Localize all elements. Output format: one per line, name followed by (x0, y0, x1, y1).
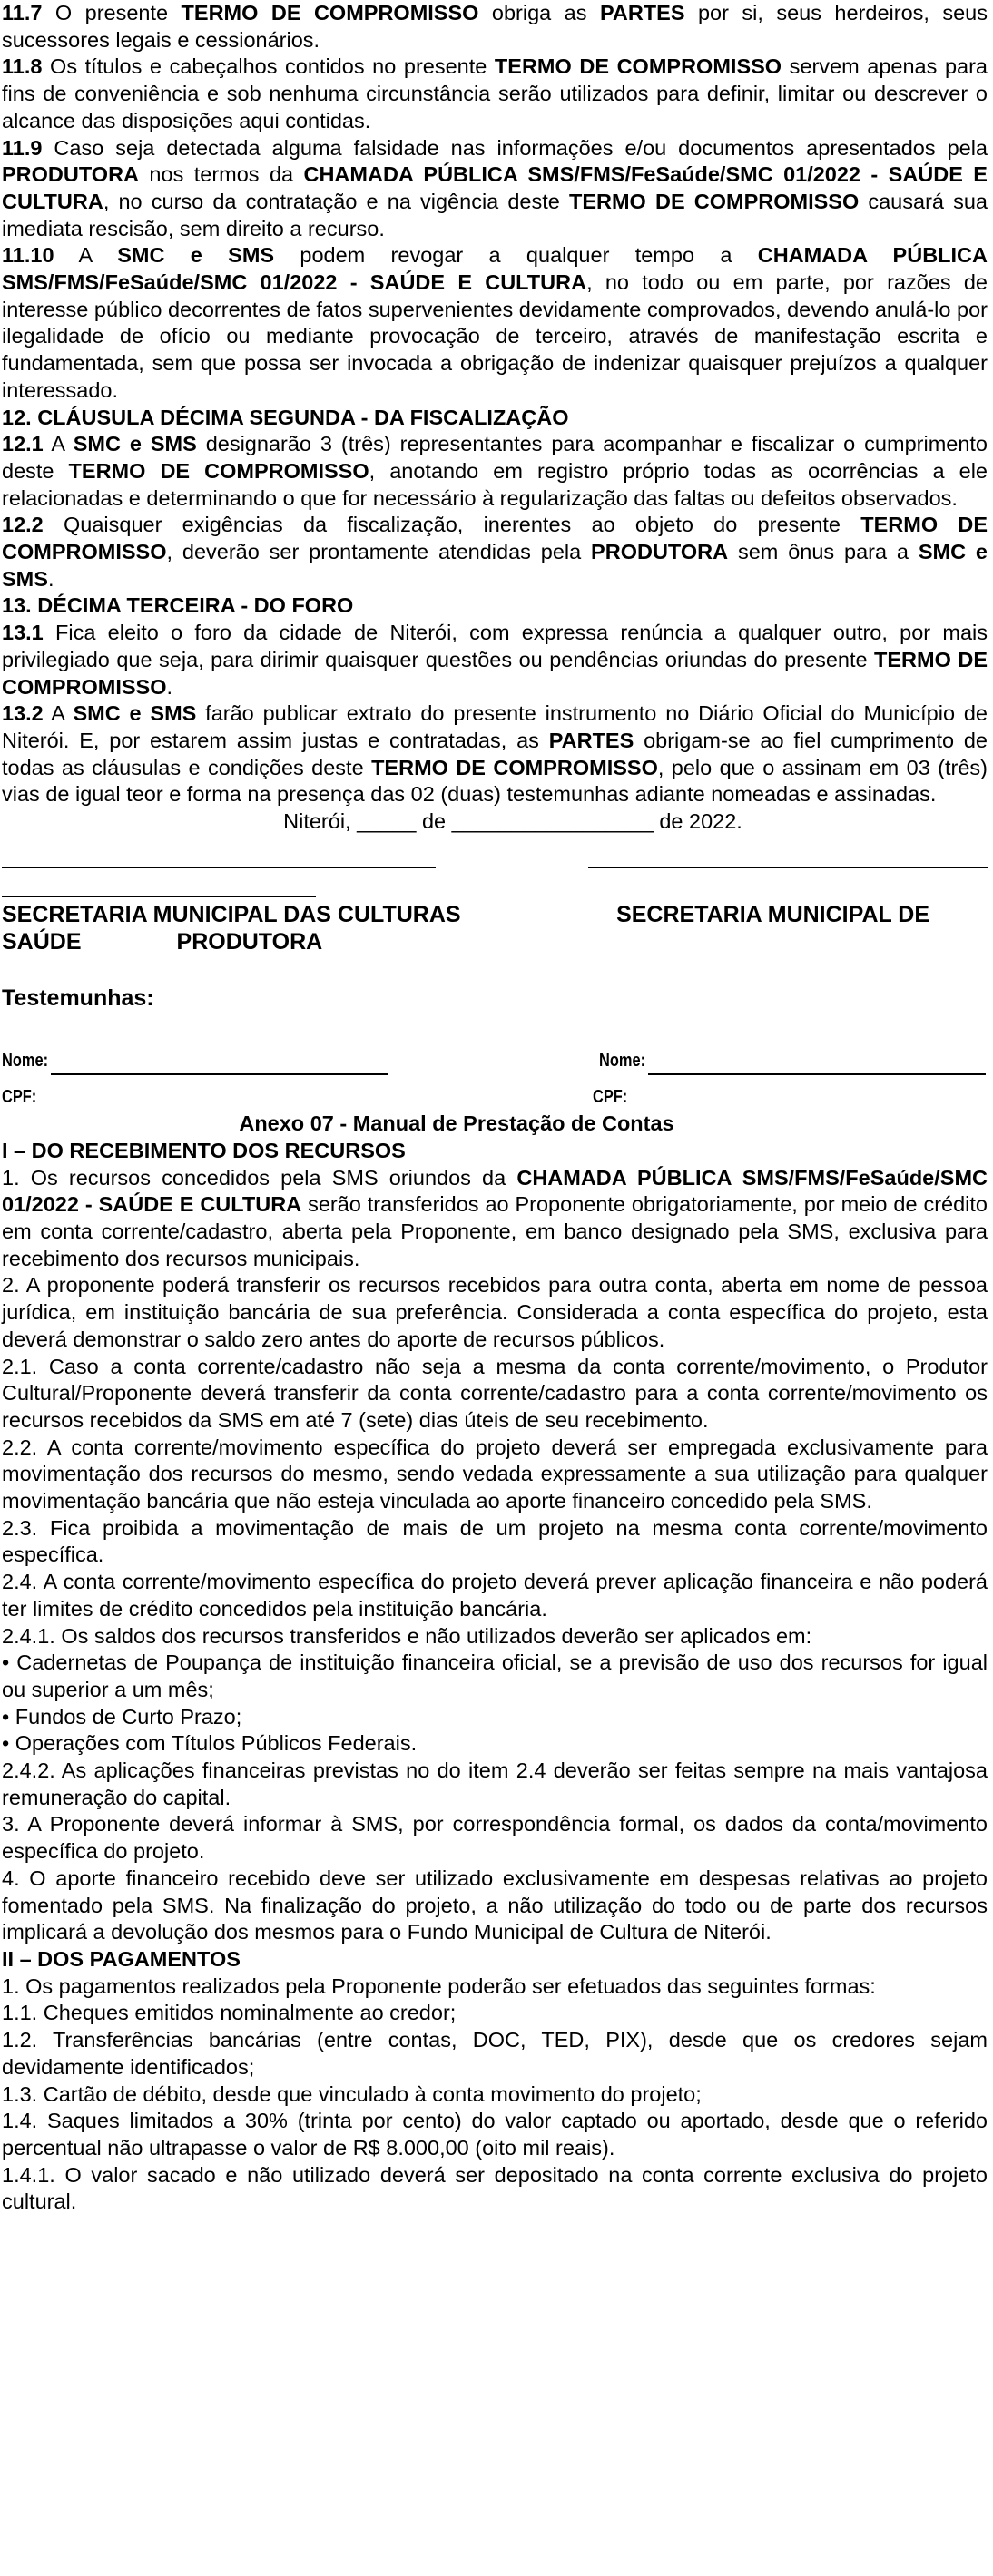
text-segment: • Operações com Títulos Públicos Federais. (2, 1731, 418, 1756)
text-segment: 11.10 (2, 243, 54, 268)
text-segment: 2.4.2. As aplicações financeiras previstas no do item 2.4 deverão ser feitas sempre na mais vantajosa remuneração do capital. (2, 1758, 988, 1809)
text-segment: 13.2 (2, 701, 44, 726)
text-segment: , pelo que o assinam em 03 (três) vias de igual teor e forma na presença das 02 (duas) testemunhas adiante nomeadas e assinadas. (2, 755, 988, 807)
signature-lines (2, 841, 988, 868)
text-segment: PARTES (599, 1, 685, 24)
text-segment: • Fundos de Curto Prazo; (2, 1704, 242, 1729)
text-segment: 2.2. A conta corrente/movimento específica do projeto deverá ser empregada exclusivamente para movimentação dos recursos do mesmo, sendo vedada expressamente a sua utilização para qualquer movimentação bancária que não esteja vinculada ao aporte financeiro concedido pela SMS. (2, 1435, 988, 1513)
section-1-title: I – DO RECEBIMENTO DOS RECURSOS (2, 1138, 406, 1162)
text-segment: Os títulos e cabeçalhos contidos no presente (42, 54, 495, 79)
text-segment: , no curso da contratação e na vigência deste (103, 189, 569, 213)
text-segment: A (54, 243, 118, 268)
text-segment: CHAMADA PÚBLICA SMS/FMS/FeSaúde/SMC 01/2022 - SAÚDE E CULTURA (2, 162, 988, 213)
signatory-right-line2: PRODUTORA (176, 928, 323, 955)
witness-2-cpf-label: CPF: (593, 1086, 628, 1107)
text-segment: 12.2 (2, 513, 44, 537)
text-segment: 11.9 (2, 135, 43, 160)
text-segment: TERMO DE COMPROMISSO (568, 189, 860, 213)
signature-line-extra (2, 896, 316, 897)
text-segment: farão publicar extrato do presente instrumento no Diário Oficial do Município de Niterói. E, por estarem assim justas e contratadas, as (2, 701, 988, 752)
section-1-paragraph-8 (2, 1650, 988, 1703)
section-1-paragraph-11 (2, 1758, 988, 1811)
text-segment: O presente (42, 1, 182, 24)
text-segment: 2. A proponente poderá transferir os recursos recebidos para outra conta, aberta em nome de pessoa jurídica, em instituição bancária de sua preferência. Considerada a conta específica do projeto, esta deverá demonstrar o saldo zero antes do aporte de recursos públicos. (2, 1273, 988, 1351)
text-segment: 2.1. Caso a conta corrente/cadastro não seja a mesma da conta corrente/movimento, o Produtor Cultural/Proponente deverá transferir da conta corrente/cadastro para a conta corrente/movimento os recursos recebidos da SMS em até 7 (sete) dias úteis de seu recebimento. (2, 1354, 988, 1432)
section-1-paragraph-2 (2, 1272, 988, 1353)
text-segment: , deverão ser prontamente atendidas pela (166, 540, 592, 564)
text-segment: CHAMADA PÚBLICA SMS/FMS/FeSaúde/SMC 01/2022 - SAÚDE E CULTURA (2, 1165, 988, 1217)
heading-clause-12: 12. CLÁUSULA DÉCIMA SEGUNDA - DA FISCALIZAÇÃO (2, 405, 569, 429)
text-segment: 13.1 (2, 621, 44, 645)
witness-1-name (2, 1048, 456, 1075)
text-segment: 1.2. Transferências bancárias (entre contas, DOC, TED, PIX), desde que os credores sejam devidamente identificados; (2, 2028, 988, 2079)
text-segment: Fica eleito o foro da cidade de Niterói, com expressa renúncia a qualquer outro, por mais privilegiado que seja, para dirimir quaisquer questões ou pendências oriundas do presente (2, 621, 988, 671)
text-segment: 1.3. Cartão de débito, desde que vinculado à conta movimento do projeto; (2, 2081, 702, 2106)
section-2-paragraph-5 (2, 2108, 988, 2161)
text-segment: . (47, 566, 54, 591)
clause-12-paragraph-2 (2, 512, 988, 593)
text-segment: 1.1. Cheques emitidos nominalmente ao credor; (2, 2001, 457, 2025)
text-segment: 12.1 (2, 432, 44, 456)
text-segment: obrigam-se ao fiel cumprimento de todas as cláusulas e condições deste (2, 728, 988, 779)
section-2-paragraph-1 (2, 1974, 988, 2001)
text-segment: TERMO DE COMPROMISSO (68, 458, 369, 483)
text-segment: SMC e SMS (73, 432, 197, 456)
section-1-paragraph-7 (2, 1623, 988, 1650)
text-segment: 2.3. Fica proibida a movimentação de mais de um projeto na mesma conta corrente/movimento específica. (2, 1515, 988, 1567)
section-1-paragraph-6 (2, 1569, 988, 1622)
section-2-paragraph-6 (2, 2162, 988, 2216)
clause-11-paragraph-2 (2, 54, 988, 134)
text-segment: , no todo ou em parte, por razões de interesse público decorrentes de fatos supervenientes devidamente comprovados, devendo anulá-lo por ilegalidade de ofício ou mediante provocação de terceiro, através de manifestação escrita e fundamentada, sem que possa ser invocada a obrigação de indenizar quaisquer prejuízos a qualquer interessado. (2, 270, 988, 402)
text-segment: causará sua imediata rescisão, sem direito a recurso. (2, 189, 988, 240)
section-1-paragraph-5 (2, 1515, 988, 1569)
clause-11-paragraph-4 (2, 242, 988, 404)
section-1-paragraph-4 (2, 1435, 988, 1515)
signature-block (2, 901, 988, 955)
signatory-left-line1: SECRETARIA MUNICIPAL DAS CULTURAS (2, 901, 461, 927)
text-segment: PRODUTORA (2, 162, 140, 187)
annex-title: Anexo 07 - Manual de Prestação de Contas (239, 1112, 674, 1136)
text-segment: PRODUTORA (591, 540, 729, 564)
clauses-12 (2, 431, 988, 593)
text-segment: 1.4. Saques limitados a 30% (trinta por cento) do valor captado ou aportado, desde que o referido percentual não ultrapasse o valor de R$ 8.000,00 (oito mil reais). (2, 2109, 988, 2160)
text-segment: 1. Os recursos concedidos pela SMS oriundos da (2, 1165, 517, 1190)
text-segment: CHAMADA PÚBLICA SMS/FMS/FeSaúde/SMC 01/2022 - SAÚDE E CULTURA (2, 243, 988, 295)
section-1-items (2, 1165, 988, 1946)
section-1-paragraph-3 (2, 1354, 988, 1435)
signature-line-right (588, 867, 988, 868)
section-1-paragraph-13 (2, 1866, 988, 1946)
text-segment: TERMO DE COMPROMISSO (371, 755, 658, 779)
witness-cpf-row (2, 1084, 988, 1112)
witness-name-row (2, 1048, 988, 1075)
text-segment: TERMO DE COMPROMISSO (181, 1, 479, 24)
text-segment: Quaisquer exigências da fiscalização, inerentes ao objeto do presente (43, 513, 861, 537)
witness-1-name-line (51, 1073, 388, 1075)
section-2-paragraph-2 (2, 2000, 988, 2027)
signatory-left-line2: SAÚDE (2, 928, 82, 955)
text-segment: 4. O aporte financeiro recebido deve ser utilizado exclusivamente em despesas relativas ao projeto fomentado pela SMS. Na finalização do projeto, a não utilização do todo ou de parte dos recursos implicará a devolução dos mesmos para o Fundo Municipal de Cultura de Niterói. (2, 1866, 988, 1944)
text-segment: podem revogar a qualquer tempo a (274, 243, 758, 268)
clause-11-paragraph-3 (2, 135, 988, 243)
signature-line-left (2, 867, 436, 868)
text-segment: 11.7 (2, 1, 43, 24)
section-1-paragraph-1 (2, 1165, 988, 1273)
text-segment: TERMO DE COMPROMISSO (494, 54, 782, 79)
text-segment: TERMO DE COMPROMISSO (2, 647, 988, 699)
text-segment: 3. A Proponente deverá informar à SMS, por correspondência formal, os dados da conta/movimento específica do projeto. (2, 1812, 988, 1864)
text-segment: designarão 3 (três) representantes para acompanhar e fiscalizar o cumprimento deste (2, 432, 988, 483)
text-segment: obriga as (478, 1, 600, 24)
clause-13-paragraph-2 (2, 700, 988, 808)
text-segment: A (43, 432, 74, 456)
text-segment: 2.4.1. Os saldos dos recursos transferidos e não utilizados deverão ser aplicados em: (2, 1623, 812, 1648)
witness-1-cpf-label: CPF: (2, 1086, 37, 1107)
text-segment: • Cadernetas de Poupança de instituição financeira oficial, se a previsão de uso dos recursos for igual ou superior a um mês; (2, 1650, 988, 1701)
witnesses-title: Testemunhas: (2, 984, 154, 1011)
text-segment: nos termos da (139, 162, 304, 187)
signatory-right-line1: SECRETARIA MUNICIPAL DE (616, 901, 929, 927)
witness-2-name-line (648, 1073, 986, 1075)
text-segment: , anotando em registro próprio todas as ocorrências a ele relacionadas e determinando o que for necessário à regularização das faltas ou defeitos observados. (2, 458, 988, 510)
section-2-paragraph-3 (2, 2027, 988, 2081)
text-segment: 2.4. A conta corrente/movimento específica do projeto deverá prever aplicação financeira e não poderá ter limites de crédito concedidos pela instituição bancária. (2, 1570, 988, 1621)
text-segment: 1. Os pagamentos realizados pela Proponente poderão ser efetuados das seguintes formas: (2, 1974, 876, 1998)
witness-2-name-label: Nome: (599, 1050, 646, 1071)
clause-12-paragraph-1 (2, 431, 988, 512)
text-segment: PARTES (548, 728, 634, 752)
text-segment: servem apenas para fins de conveniência e sob nenhuma circunstância serão utilizados para definir, limitar ou descrever o alcance das disposições aqui contidas. (2, 54, 988, 132)
text-segment: SMC e SMS (2, 540, 988, 591)
clauses-11 (2, 0, 988, 405)
section-1-paragraph-10 (2, 1730, 988, 1758)
section-2-items (2, 1974, 988, 2216)
text-segment: 1.4.1. O valor sacado e não utilizado deverá ser depositado na conta corrente exclusiva do projeto cultural. (2, 2162, 988, 2214)
text-segment: SMC e SMS (117, 243, 275, 268)
section-2-paragraph-4 (2, 2081, 988, 2109)
text-segment: por si, seus herdeiros, seus sucessores legais e cessionários. (2, 1, 988, 52)
section-1-paragraph-12 (2, 1811, 988, 1865)
text-segment: A (43, 701, 74, 726)
clauses-13 (2, 620, 988, 808)
section-2-title: II – DOS PAGAMENTOS (2, 1947, 241, 1971)
text-segment: sem ônus para a (728, 540, 919, 564)
text-segment: TERMO DE COMPROMISSO (2, 513, 988, 564)
text-segment: serão transferidos ao Proponente obrigatoriamente, por meio de crédito em conta corrente/cadastro, aberta pela Proponente, em banco designado pela SMS, exclusiva para recebimento dos recursos municipais. (2, 1192, 988, 1270)
text-segment: . (166, 674, 173, 699)
witness-1-name-label: Nome: (2, 1050, 49, 1071)
text-segment: Caso seja detectada alguma falsidade nas informações e/ou documentos apresentados pela (42, 135, 988, 160)
clause-11-paragraph-1 (2, 0, 988, 54)
date-line: Niterói, _____ de _________________ de 2022. (283, 809, 742, 834)
text-segment: 11.8 (2, 54, 43, 79)
section-1-paragraph-9 (2, 1704, 988, 1731)
text-segment: SMC e SMS (73, 701, 197, 726)
witness-2-name (599, 1048, 988, 1075)
heading-clause-13: 13. DÉCIMA TERCEIRA - DO FORO (2, 593, 354, 618)
clause-13-paragraph-1 (2, 620, 988, 700)
